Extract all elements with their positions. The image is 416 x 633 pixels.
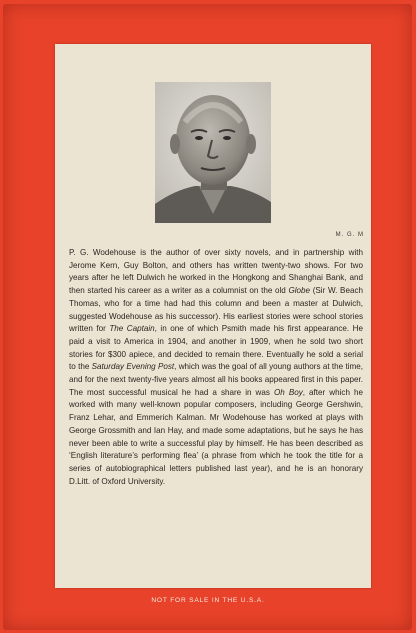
bio-title-saturday-evening-post: Saturday Evening Post bbox=[91, 362, 175, 372]
not-for-sale-notice: NOT FOR SALE IN THE U.S.A. bbox=[151, 597, 265, 604]
bio-title-captain: The Captain bbox=[109, 324, 155, 334]
author-portrait-image bbox=[155, 82, 271, 223]
bio-text: P. G. Wodehouse is the author of over sixty novels, and in partnership with Jerome Kern, Guy Bolton, and others has written twenty-two shows. For two years after he left Dulwich he worked in the Hongkong and Shanghai Bank, and then started his career as a writer as a columnist on the old bbox=[69, 248, 363, 296]
photo-credit: M. G. M bbox=[335, 232, 364, 238]
bio-title-globe: Globe bbox=[288, 286, 311, 296]
author-photo bbox=[155, 82, 271, 223]
bio-text: (Sir W. Beach Thomas, who for a time had had this column and been a master at Dulwich, suggested Wodehouse as his successor). His earliest stories were school stories written for bbox=[69, 286, 363, 334]
text-panel bbox=[55, 44, 371, 588]
author-biography bbox=[69, 247, 363, 488]
bio-text: , after which he worked with many well-known popular composers, including George Gershwin, Franz Lehar, and Emmerich Kalman. Mr Wodehouse has worked at plays with George Grossmith and Ian Hay, and made some adaptations, but he says he has never been able to write a successful play by himself. He has been described as ‘English literature’s performing flea’ (a phrase from which he took the title for a series of autobiographical letters published last year), and he is an honorary D.Litt. of Oxford University. bbox=[69, 387, 364, 486]
bio-text: , which was the goal of all young authors at the time, and for the next twenty-five years almost all his books appeared first in this paper. The most successful musical he had a share in was bbox=[69, 362, 364, 397]
bio-title-oh-boy: Oh Boy bbox=[273, 387, 303, 397]
bio-text: , in one of which Psmith made his first appearance. He paid a visit to America in 1904, and another in 1909, when he sold two short stories for $300 apiece, and decided to remain there. Eventually he sold a serial to the bbox=[69, 324, 363, 372]
